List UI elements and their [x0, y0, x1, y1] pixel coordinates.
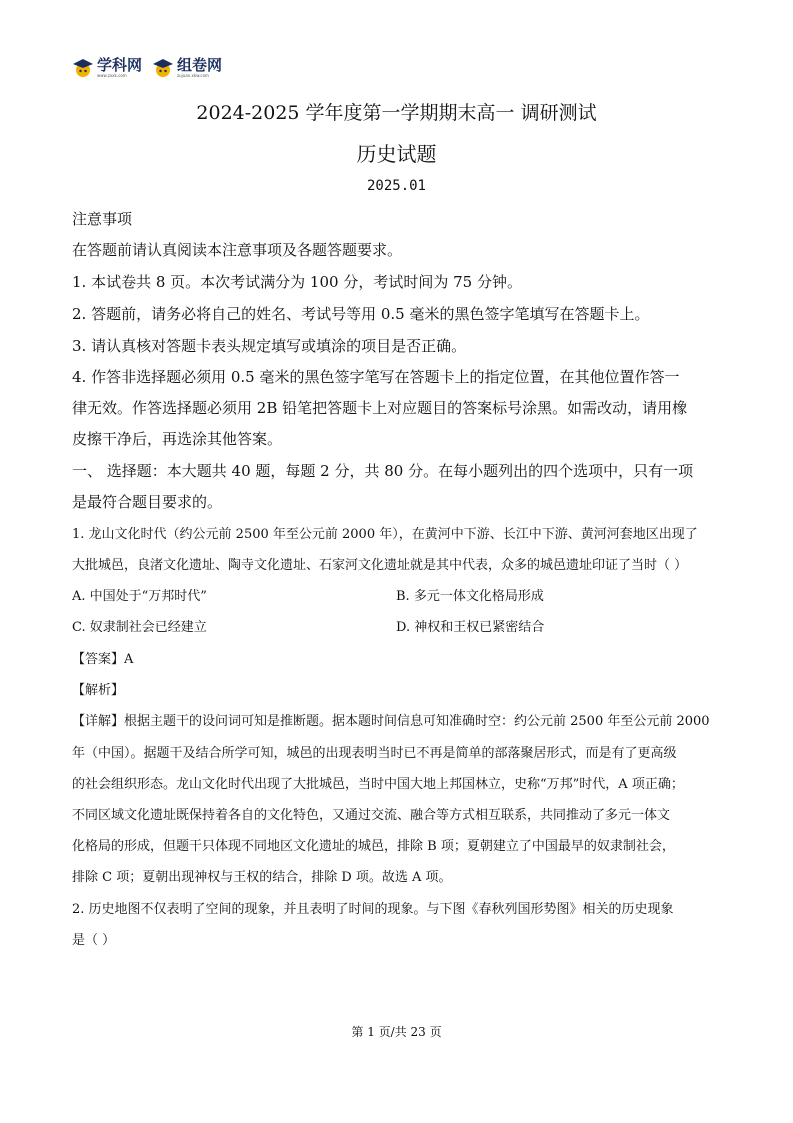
page-number: 第 1 页/共 23 页 [351, 1025, 442, 1039]
notice-item-4-line-2: 律无效。作答选择题必须用 2B 铅笔把答题卡上对应题目的答案标号涂黑。如需改动，请用橡 [72, 399, 688, 417]
zujuan-logo [152, 58, 222, 78]
xueke-logo-name: 学科网 [97, 56, 143, 74]
q1-option-b: B. 多元一体文化格局形成 [396, 589, 544, 604]
xueke-logo-url: www.zxxk.com [97, 73, 127, 78]
notice-item-1: 1. 本试卷共 8 页。本次考试满分为 100 分，考试时间为 75 分钟。 [72, 273, 522, 291]
xueke-logo [72, 58, 142, 78]
subject-title: 历史试题 [356, 142, 437, 166]
section-heading-line-2: 是最符合题目要求的。 [72, 493, 223, 511]
q1-option-a: A. 中国处于“万邦时代” [72, 589, 207, 604]
logo-bar [72, 58, 222, 78]
q1-option-c: C. 奴隶制社会已经建立 [72, 620, 207, 635]
notice-intro: 在答题前请认真阅读本注意事项及各题答题要求。 [72, 241, 403, 259]
q1-detail-line-2: 年（中国）。据题干及结合所学可知，城邑的出现表明当时已不再是简单的部落聚居形式，而是有了更高级 [72, 746, 677, 761]
q1-answer: 【答案】A [72, 652, 134, 667]
notice-item-2: 2. 答题前，请务必将自己的姓名、考试号等用 0.5 毫米的黑色签字笔填写在答题卡上。 [72, 305, 650, 323]
q2-stem-line-2: 是（ ） [72, 933, 116, 948]
q1-stem-line-1: 1. 龙山文化时代（约公元前 2500 年至公元前 2000 年），在黄河中下游、长江中下游、黄河河套地区出现了 [72, 527, 698, 542]
exam-title: 2024-2025 学年度第一学期期末高一 调研测试 [196, 102, 597, 124]
q1-detail-line-5: 化格局的形成，但题干只体现不同地区文化遗址的城邑，排除 B 项；夏朝建立了中国最早的奴隶制社会， [72, 839, 675, 854]
q1-option-d: D. 神权和王权已紧密结合 [396, 620, 545, 635]
q1-detail-line-3: 的社会组织形态。龙山文化时代出现了大批城邑，当时中国大地上邦国林立，史称“万邦”时代，A 项正确； [72, 777, 684, 792]
q1-analysis-label: 【解析】 [72, 683, 125, 698]
zujuan-logo-name: 组卷网 [177, 56, 223, 74]
q1-detail-line-4: 不同区域文化遗址既保持着各自的文化特色，又通过交流、融合等方式相互联系，共同推动了多元一体文 [72, 808, 671, 823]
q1-detail-line-6: 排除 C 项；夏朝出现神权与王权的结合，排除 D 项。故选 A 项。 [72, 870, 452, 885]
q1-stem-line-2: 大批城邑，良渚文化遗址、陶寺文化遗址、石家河文化遗址就是其中代表，众多的城邑遗址印证了当时（ ） [72, 558, 688, 573]
notice-item-4-line-1: 4. 作答非选择题必须用 0.5 毫米的黑色签字笔写在答题卡上的指定位置，在其他位置作答一 [72, 368, 680, 386]
zujuan-logo-url: zujuan.xkw.com [177, 73, 209, 78]
notice-heading: 注意事项 [72, 210, 133, 228]
notice-item-4-line-3: 皮擦干净后，再选涂其他答案。 [72, 430, 283, 448]
q1-detail-line-1: 【详解】根据主题干的设问词可知是推断题。据本题时间信息可知准确时空：约公元前 2500 年至公元前 2000 [72, 714, 710, 729]
section-heading-line-1: 一、 选择题：本大题共 40 题，每题 2 分，共 80 分。在每小题列出的四个选项中，只有一项 [72, 462, 694, 480]
graduation-cap-icon [152, 58, 174, 78]
q2-stem-line-1: 2. 历史地图不仅表明了空间的现象，并且表明了时间的现象。与下图《春秋列国形势图》相关的历史现象 [72, 902, 674, 917]
exam-date: 2025.01 [366, 178, 426, 194]
graduation-cap-icon [72, 58, 94, 78]
notice-item-3: 3. 请认真核对答题卡表头规定填写或填涂的项目是否正确。 [72, 337, 467, 355]
